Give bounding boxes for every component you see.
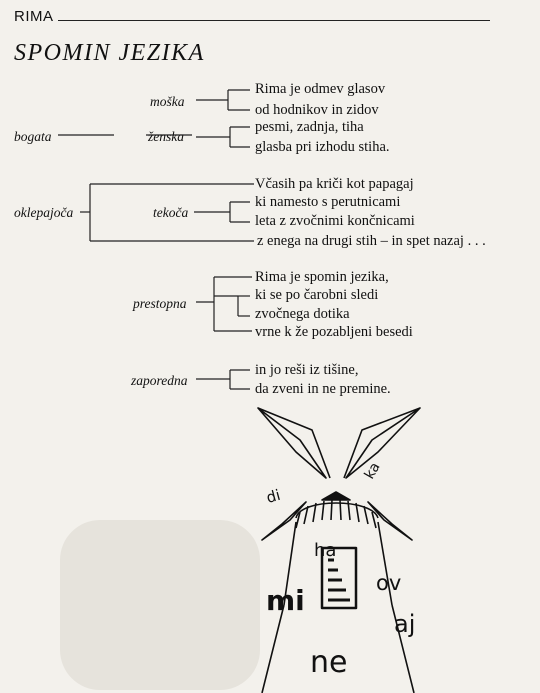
poem-title: SPOMIN JEZIKA [14,40,205,66]
verse-line: Rima je spomin jezika, [255,269,389,285]
category-moska: moška [150,94,185,109]
drawing-letter: di [264,485,283,507]
verse-line: pesmi, zadnja, tiha [255,119,364,135]
category-prestopna: prestopna [133,296,187,311]
verse-line: od hodnikov in zidov [255,102,379,118]
verse-line: leta z zvočnimi končnicami [255,213,415,229]
category-zaporedna: zaporedna [131,373,188,388]
verse-line: glasba pri izhodu stiha. [255,139,390,155]
verse-line: da zveni in ne premine. [255,381,391,397]
verse-line: zvočnega dotika [255,306,350,322]
verse-line: Rima je odmev glasov [255,81,386,97]
drawing-letter: ka [361,459,384,482]
verse-line: in jo reši iz tišine, [255,362,359,378]
verse-line: Včasih pa kriči kot papagaj [255,176,414,192]
drawing-letter: ov [376,571,402,595]
verse-line: z enega na drugi stih – in spet nazaj . . . [257,233,486,249]
drawing-letter: mi [266,584,305,617]
verse-line: ki se po čarobni sledi [255,287,379,303]
category-bogata: bogata [14,129,52,144]
category-zenska: ženska [148,129,184,144]
category-oklepajoca: oklepajoča [14,205,74,220]
verse-line: vrne k že pozabljeni besedi [255,324,413,340]
drawing-letter: ne [310,645,348,680]
verse-line: ki namesto s perutnicami [255,194,401,210]
category-tekoca: tekoča [153,205,189,220]
drawing-letter: ha [314,540,337,561]
drawing-letter: aj [394,610,416,638]
section-label: RIMA [14,8,54,25]
